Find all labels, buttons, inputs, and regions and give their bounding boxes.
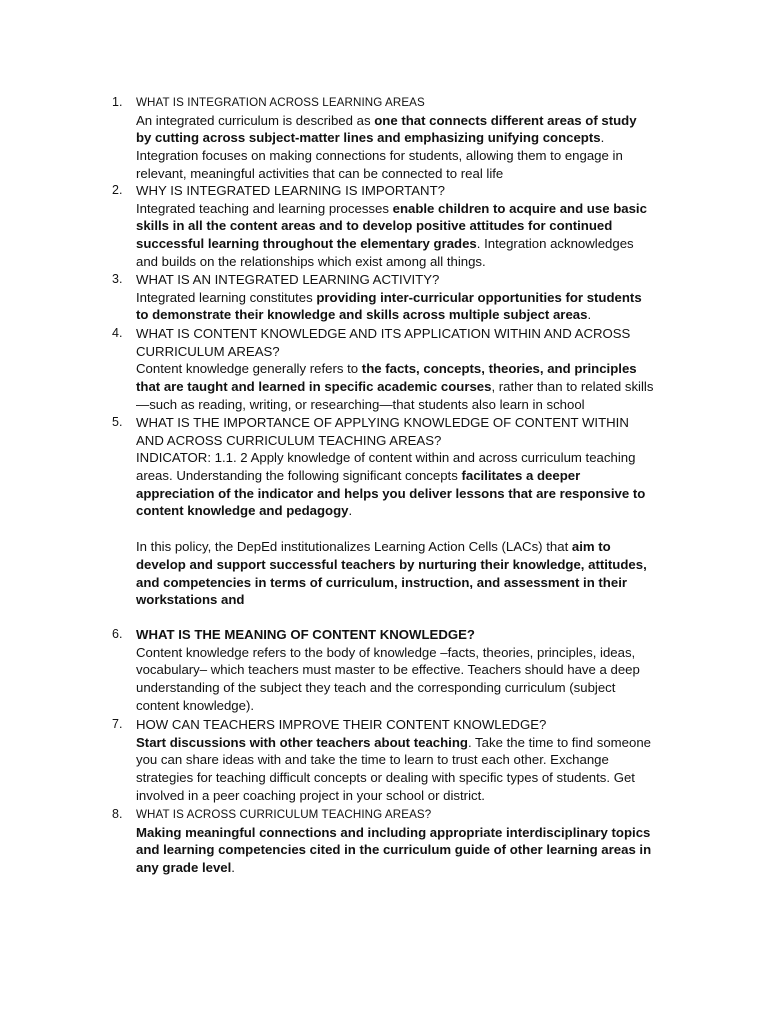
text-run: INDICATOR: 1.1. 2 Apply knowledge of content within and across curriculum teaching [136,450,636,465]
text-run: relevant, meaningful activities that can be connected to real life [136,165,504,181]
text-run: areas. Understanding the following significant concepts [136,467,462,483]
item-number: 1. [112,95,123,109]
item-body [136,325,684,413]
answer-text [136,112,684,183]
question-heading-line: WHAT IS CONTENT KNOWLEDGE AND ITS APPLICATION WITHIN AND ACROSS [136,326,631,341]
answer-text [136,449,684,609]
answer-line [136,502,684,520]
text-run: . [231,860,235,876]
answer-text [136,824,684,877]
bold-text: Start discussions with other teachers about teaching [136,734,468,750]
text-run: . [600,130,605,146]
bold-text: enable children to acquire and use basic [392,200,647,216]
question-heading: WHAT IS THE MEANING OF CONTENT KNOWLEDGE? [136,627,475,642]
item-body [136,716,684,805]
bold-text: skills in all the content areas and to develop positive attitudes for continued [136,218,613,234]
text-run: . Take the time to find someone [467,734,651,750]
item-number: 6. [112,627,123,641]
bold-text: facilitates a deeper [461,467,581,483]
bold-text: providing inter-curricular opportunities for students [316,289,642,305]
bold-text: workstations and [136,592,245,608]
text-run: Integrated learning constitutes [136,289,317,305]
answer-line [136,538,684,556]
bold-text: by cutting across subject-matter lines and emphasizing unifying concepts [136,130,601,146]
text-run: Integration focuses on making connections for students, allowing them to engage in [136,148,623,164]
question-heading: WHAT IS ACROSS CURRICULUM TEACHING AREAS? [136,808,432,821]
question-heading: WHAT IS INTEGRATION ACROSS LEARNING AREAS [136,96,425,109]
answer-line [136,485,684,503]
bold-text: the facts, concepts, theories, and principles [361,361,637,376]
answer-text [136,644,684,715]
text-run: vocabulary– which teachers must master to be effective. Teachers should have a deep [136,662,640,678]
text-run: and builds on the relationships which exist among all things. [136,253,486,269]
answer-line [136,360,684,378]
bold-text: and learning competencies cited in the curriculum guide of other learning areas in [136,842,652,858]
text-run: strategies for teaching difficult concepts or dealing with specific types of students. Get [136,770,635,786]
answer-line [136,165,684,183]
bold-text: aim to [571,538,611,554]
bold-text: any grade level [136,860,232,876]
text-run: —such as reading, writing, or researching—that students also learn in school [136,396,585,412]
answer-line [136,787,684,805]
item-number: 4. [112,326,123,340]
answer-line [136,112,684,130]
answer-line [136,289,684,307]
answer-text [136,200,684,271]
bold-text: develop and support successful teachers by nurturing their knowledge, attitudes, [136,556,647,572]
item-number: 7. [112,717,123,731]
answer-line [136,574,684,592]
item-body [136,182,684,271]
bold-text: that are taught and learned in specific academic courses [136,378,492,394]
item-body [136,806,684,877]
text-run: . [348,503,353,519]
text-run: involved in a peer coaching project in your school or district. [136,787,485,803]
text-run: . [587,307,592,323]
answer-line [136,449,684,467]
question-heading-line: WHAT IS THE IMPORTANCE OF APPLYING KNOWLEDGE OF CONTENT WITHIN [136,415,629,430]
answer-line [136,217,684,235]
answer-line [136,859,684,877]
answer-line [136,841,684,859]
bold-text: to demonstrate their knowledge and skills across multiple subject areas [136,307,588,323]
answer-line [136,769,684,787]
question-heading-line: CURRICULUM AREAS? [136,343,280,359]
text-run: understanding of the subject they teach and the corresponding curriculum (subject [136,680,616,696]
answer-line [136,734,684,752]
item-number: 5. [112,415,123,429]
item-number: 3. [112,272,123,286]
answer-line [136,200,684,218]
answer-line [136,751,684,769]
question-heading: WHAT IS AN INTEGRATED LEARNING ACTIVITY? [136,272,440,287]
answer-line [136,697,684,715]
question-heading: HOW CAN TEACHERS IMPROVE THEIR CONTENT KNOWLEDGE? [136,717,547,732]
text-run: An integrated curriculum is described as [136,112,375,128]
text-run: In this policy, the DepEd institutionalizes Learning Action Cells (LACs) that [136,538,572,554]
text-run: , rather than to related skills [491,378,654,394]
answer-text [136,289,684,325]
answer-line [136,467,684,485]
text-run: you can share ideas with and take the time to learn to trust each other. Exchange [136,752,609,768]
bold-text: and competencies in terms of curriculum, instruction, and assessment in their [136,574,627,590]
bold-text: Making meaningful connections and including appropriate interdisciplinary topics [136,824,651,840]
text-run: Content knowledge refers to the body of knowledge –facts, theories, principles, ideas, [136,644,636,660]
item-body [136,94,684,183]
question-heading-line: AND ACROSS CURRICULUM TEACHING AREAS? [136,432,442,448]
answer-line [136,644,684,662]
bold-text: one that connects different areas of study [374,112,637,128]
answer-line [136,147,684,165]
item-body [136,626,684,715]
text-run: Integrated teaching and learning processes [136,200,393,216]
text-run: content knowledge). [136,697,255,713]
question-heading: WHY IS INTEGRATED LEARNING IS IMPORTANT? [136,183,445,198]
answer-text [136,360,684,413]
answer-line [136,306,684,324]
item-body [136,271,684,324]
answer-line [136,556,684,574]
bold-text: appreciation of the indicator and helps you deliver lessons that are responsive to [136,485,646,501]
answer-line [136,129,684,147]
bold-text: successful learning throughout the elementary grades [136,236,477,252]
item-number: 2. [112,183,123,197]
text-run: . Integration acknowledges [476,236,634,252]
answer-line [136,824,684,842]
answer-line [136,591,684,609]
answer-text [136,734,684,805]
blank-line [136,520,684,538]
answer-line [136,396,684,414]
answer-line [136,679,684,697]
item-body [136,414,684,609]
answer-line [136,661,684,679]
item-number: 8. [112,807,123,821]
bold-text: content knowledge and pedagogy [136,503,349,519]
answer-line [136,378,684,396]
text-run: Content knowledge generally refers to [136,361,362,376]
answer-line [136,253,684,271]
answer-line [136,235,684,253]
